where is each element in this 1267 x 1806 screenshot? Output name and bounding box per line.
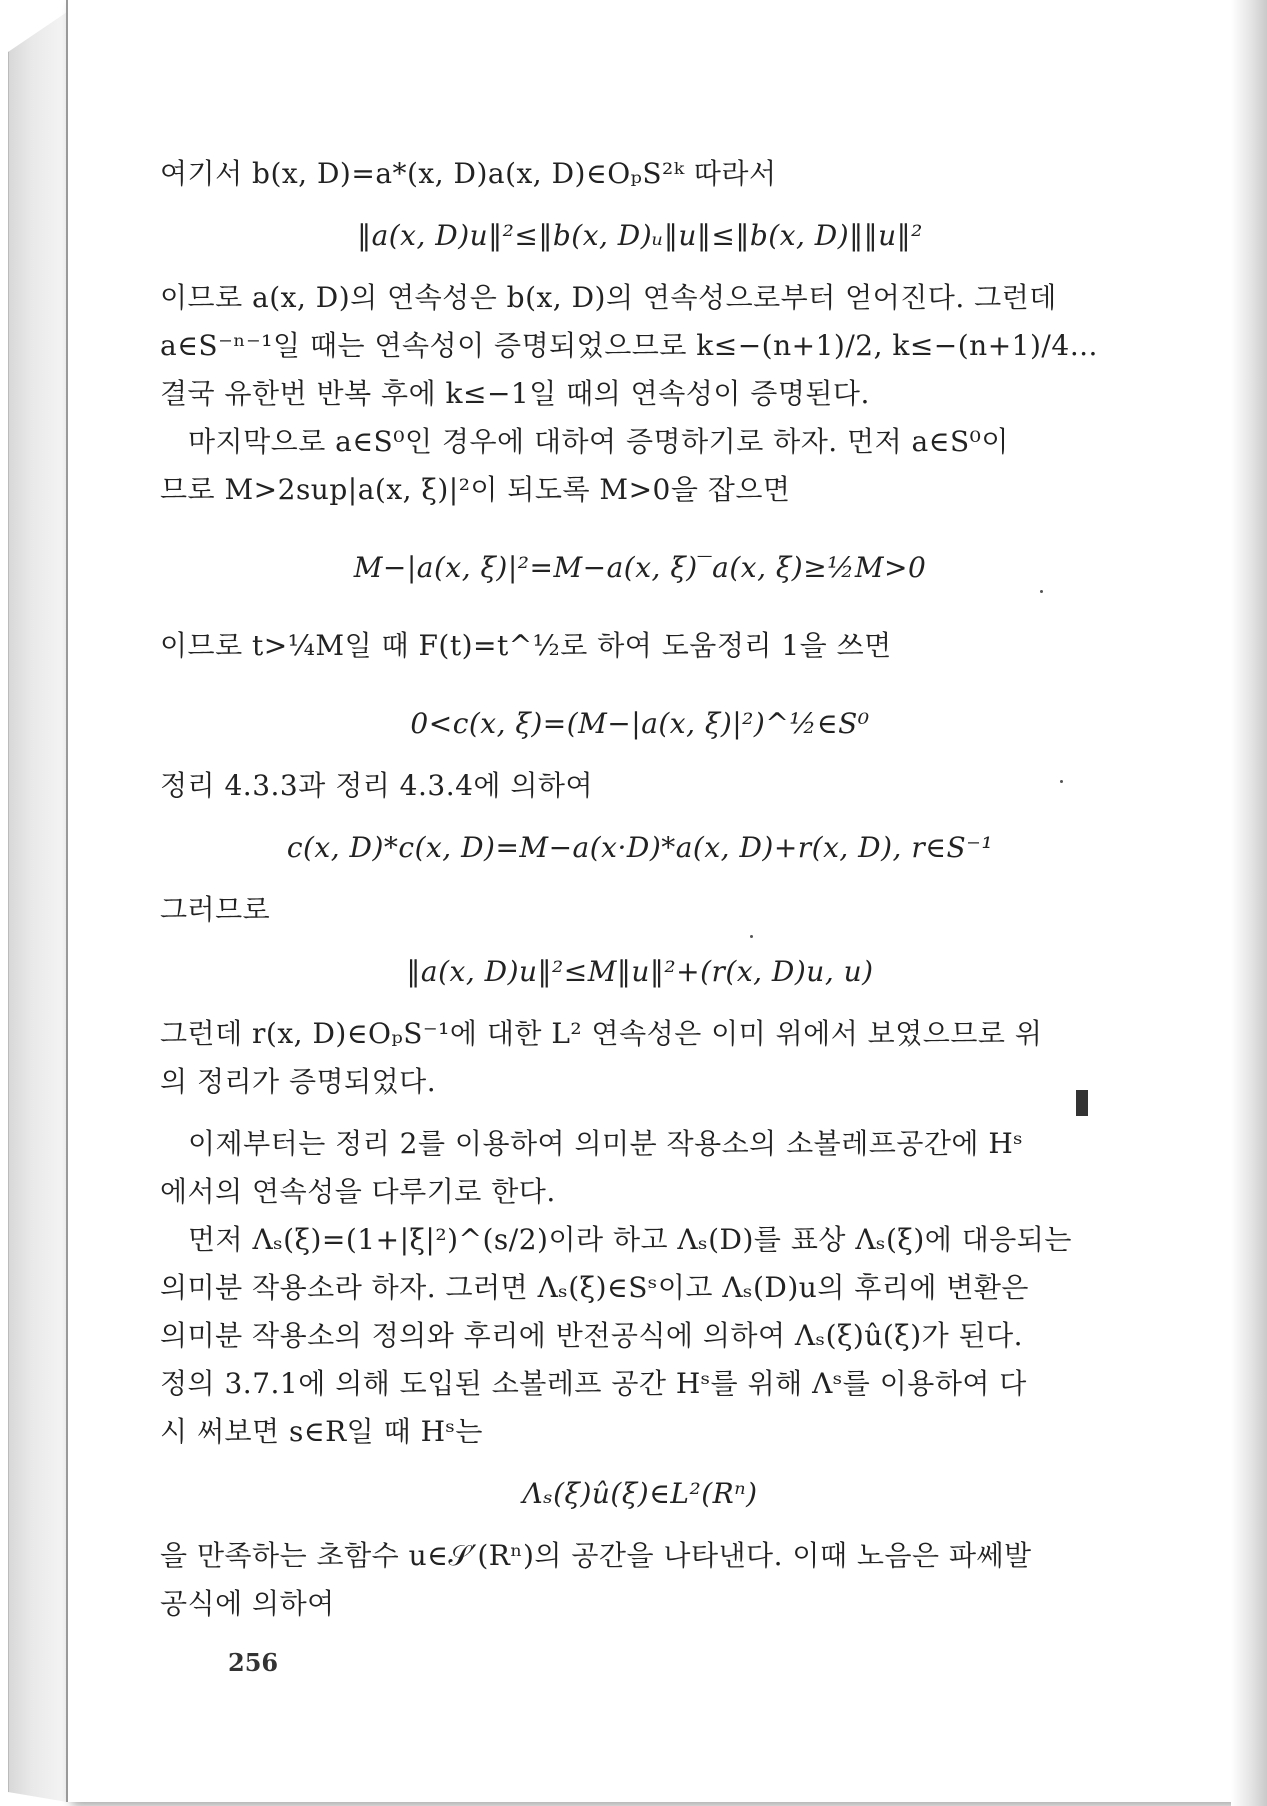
speck [1040,590,1043,593]
text-line: 이제부터는 정리 2를 이용하여 의미분 작용소의 소볼레프공간에 Hˢ [188,1127,1024,1160]
text-line: 그런데 r(x, D)∈OₚS⁻¹에 대한 L² 연속성은 이미 위에서 보였으므로 위 [160,1017,1043,1050]
text-line: 그러므로 [160,893,271,926]
text-line: 마지막으로 a∈S⁰인 경우에 대하여 증명하기로 하자. 먼저 a∈S⁰이 [188,425,1009,458]
equation: c(x, D)*c(x, D)=M−a(x·D)*a(x, D)+r(x, D), r∈S⁻¹ [286,831,994,864]
page-body [160,150,1120,1628]
speck [1060,780,1063,783]
text-line: 에서의 연속성을 다루기로 한다. [160,1175,556,1208]
page-number: 256 [228,1648,279,1677]
text-line: 의미분 작용소라 하자. 그러면 Λₛ(ξ)∈Sˢ이고 Λₛ(D)u의 후리에 변환은 [160,1271,1029,1304]
text-line: a∈S⁻ⁿ⁻¹일 때는 연속성이 증명되었으므로 k≤−(n+1)/2, k≤−(n+1)/4… [160,329,1099,362]
text-line: 여기서 b(x, D)=a*(x, D)a(x, D)∈OₚS²ᵏ 따라서 [160,157,777,190]
text-line: 이므로 a(x, D)의 연속성은 b(x, D)의 연속성으로부터 얻어진다. 그런데 [160,281,1057,314]
text-line: 먼저 Λₛ(ξ)=(1+|ξ|²)^(s/2)이라 하고 Λₛ(D)를 표상 Λₛ(ξ)에 대응되는 [188,1223,1072,1256]
text-line: 이므로 t>¼M일 때 F(t)=t^½로 하여 도움정리 1을 쓰면 [160,629,892,662]
text-line: 정리 4.3.3과 정리 4.3.4에 의하여 [160,769,594,802]
equation: Λₛ(ξ)û(ξ)∈L²(Rⁿ) [522,1477,758,1510]
text-line: 므로 M>2sup|a(x, ξ)|²이 되도록 M>0을 잡으면 [160,473,791,506]
speck [750,935,753,938]
qed-mark [1076,1090,1088,1116]
equation: M−|a(x, ξ)|²=M−a(x, ξ)‾a(x, ξ)≥½M>0 [353,551,927,584]
equation: ‖a(x, D)u‖²≤‖b(x, D)ᵤ‖u‖≤‖b(x, D)‖‖u‖² [357,219,923,252]
page-right-shadow [1231,0,1267,1806]
text-line: 시 써보면 s∈R일 때 Hˢ는 [160,1415,483,1448]
text-line: 결국 유한번 반복 후에 k≤−1일 때의 연속성이 증명된다. [160,377,870,410]
text-line: 의미분 작용소의 정의와 후리에 반전공식에 의하여 Λₛ(ξ)û(ξ)가 된다. [160,1319,1024,1352]
text-line: 을 만족하는 초함수 u∈𝒮′(Rⁿ)의 공간을 나타낸다. 이때 노음은 파쎄발 [160,1539,1032,1572]
equation: ‖a(x, D)u‖²≤M‖u‖²+(r(x, D)u, u) [406,955,874,988]
equation: 0<c(x, ξ)=(M−|a(x, ξ)|²)^½∈S⁰ [410,707,870,740]
book-spine-edge [8,12,67,1802]
text-line: 공식에 의하여 [160,1587,335,1620]
text-line: 정의 3.7.1에 의해 도입된 소볼레프 공간 Hˢ를 위해 Λˢ를 이용하여 다 [160,1367,1027,1400]
text-line: 의 정리가 증명되었다. [160,1065,437,1098]
